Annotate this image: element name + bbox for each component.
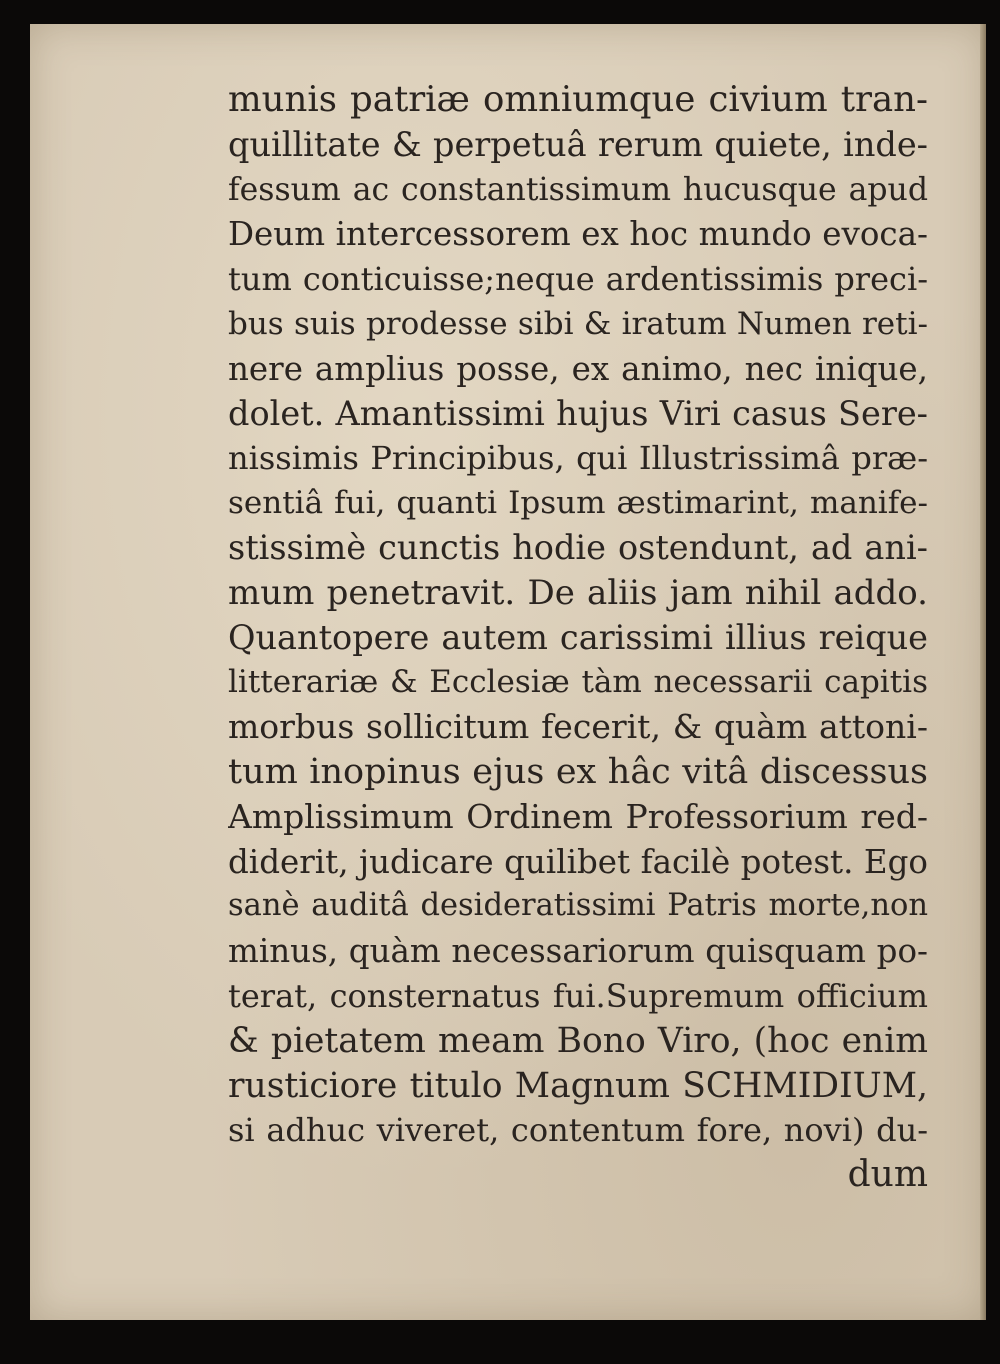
text-line: dolet. Amantissimi hujus Viri casus Sere- (228, 393, 928, 433)
text-line: stissimè cunctis hodie ostendunt, ad ani- (228, 527, 928, 567)
text-line: sanè auditâ desideratissimi Patris morte,non (228, 888, 928, 924)
text-line: mum penetravit. De aliis jam nihil addo. (228, 572, 928, 613)
page-edge (980, 24, 986, 1320)
text-line: diderit, judicare quilibet facilè potest. Ego (228, 842, 928, 881)
text-line: nissimis Principibus, qui Illustrissimâ præ- (228, 439, 928, 478)
text-line: terat, consternatus fui.Supremum officium (228, 976, 928, 1015)
text-line: minus, quàm necessariorum quisquam po- (228, 932, 928, 971)
text-line: & pietatem meam Bono Viro, (hoc enim (228, 1020, 928, 1061)
text-line: sentiâ fui, quanti Ipsum æstimarint, manife- (228, 485, 928, 522)
text-line: quillitate & perpetuâ rerum quiete, inde- (228, 124, 928, 164)
book-page (30, 24, 986, 1320)
text-line: bus suis prodesse sibi & iratum Numen reti- (228, 305, 928, 342)
text-line: nere amplius posse, ex animo, nec inique, (228, 349, 928, 388)
text-line: si adhuc viveret, contentum fore, novi) du- (228, 1111, 928, 1150)
text-line: Amplissimum Ordinem Professorium red- (228, 796, 928, 836)
text-line: morbus sollicitum fecerit, & quàm attoni- (228, 707, 928, 747)
text-line: Deum intercessorem ex hoc mundo evoca- (228, 215, 928, 254)
catchword: dum (847, 1154, 928, 1196)
text-line: tum inopinus ejus ex hâc vitâ discessus (228, 751, 928, 792)
text-line: munis patriæ omniumque civium tran- (228, 79, 928, 120)
text-line: tum conticuisse;neque ardentissimis preci- (228, 260, 928, 299)
text-line: litterariæ & Ecclesiæ tàm necessarii capitis (228, 664, 928, 701)
text-line: rusticiore titulo Magnum SCHMIDIUM, (228, 1065, 928, 1106)
body-text (228, 78, 928, 1198)
text-line: Quantopere autem carissimi illius reique (228, 617, 928, 657)
text-line: fessum ac constantissimum hucusque apud (228, 171, 928, 208)
